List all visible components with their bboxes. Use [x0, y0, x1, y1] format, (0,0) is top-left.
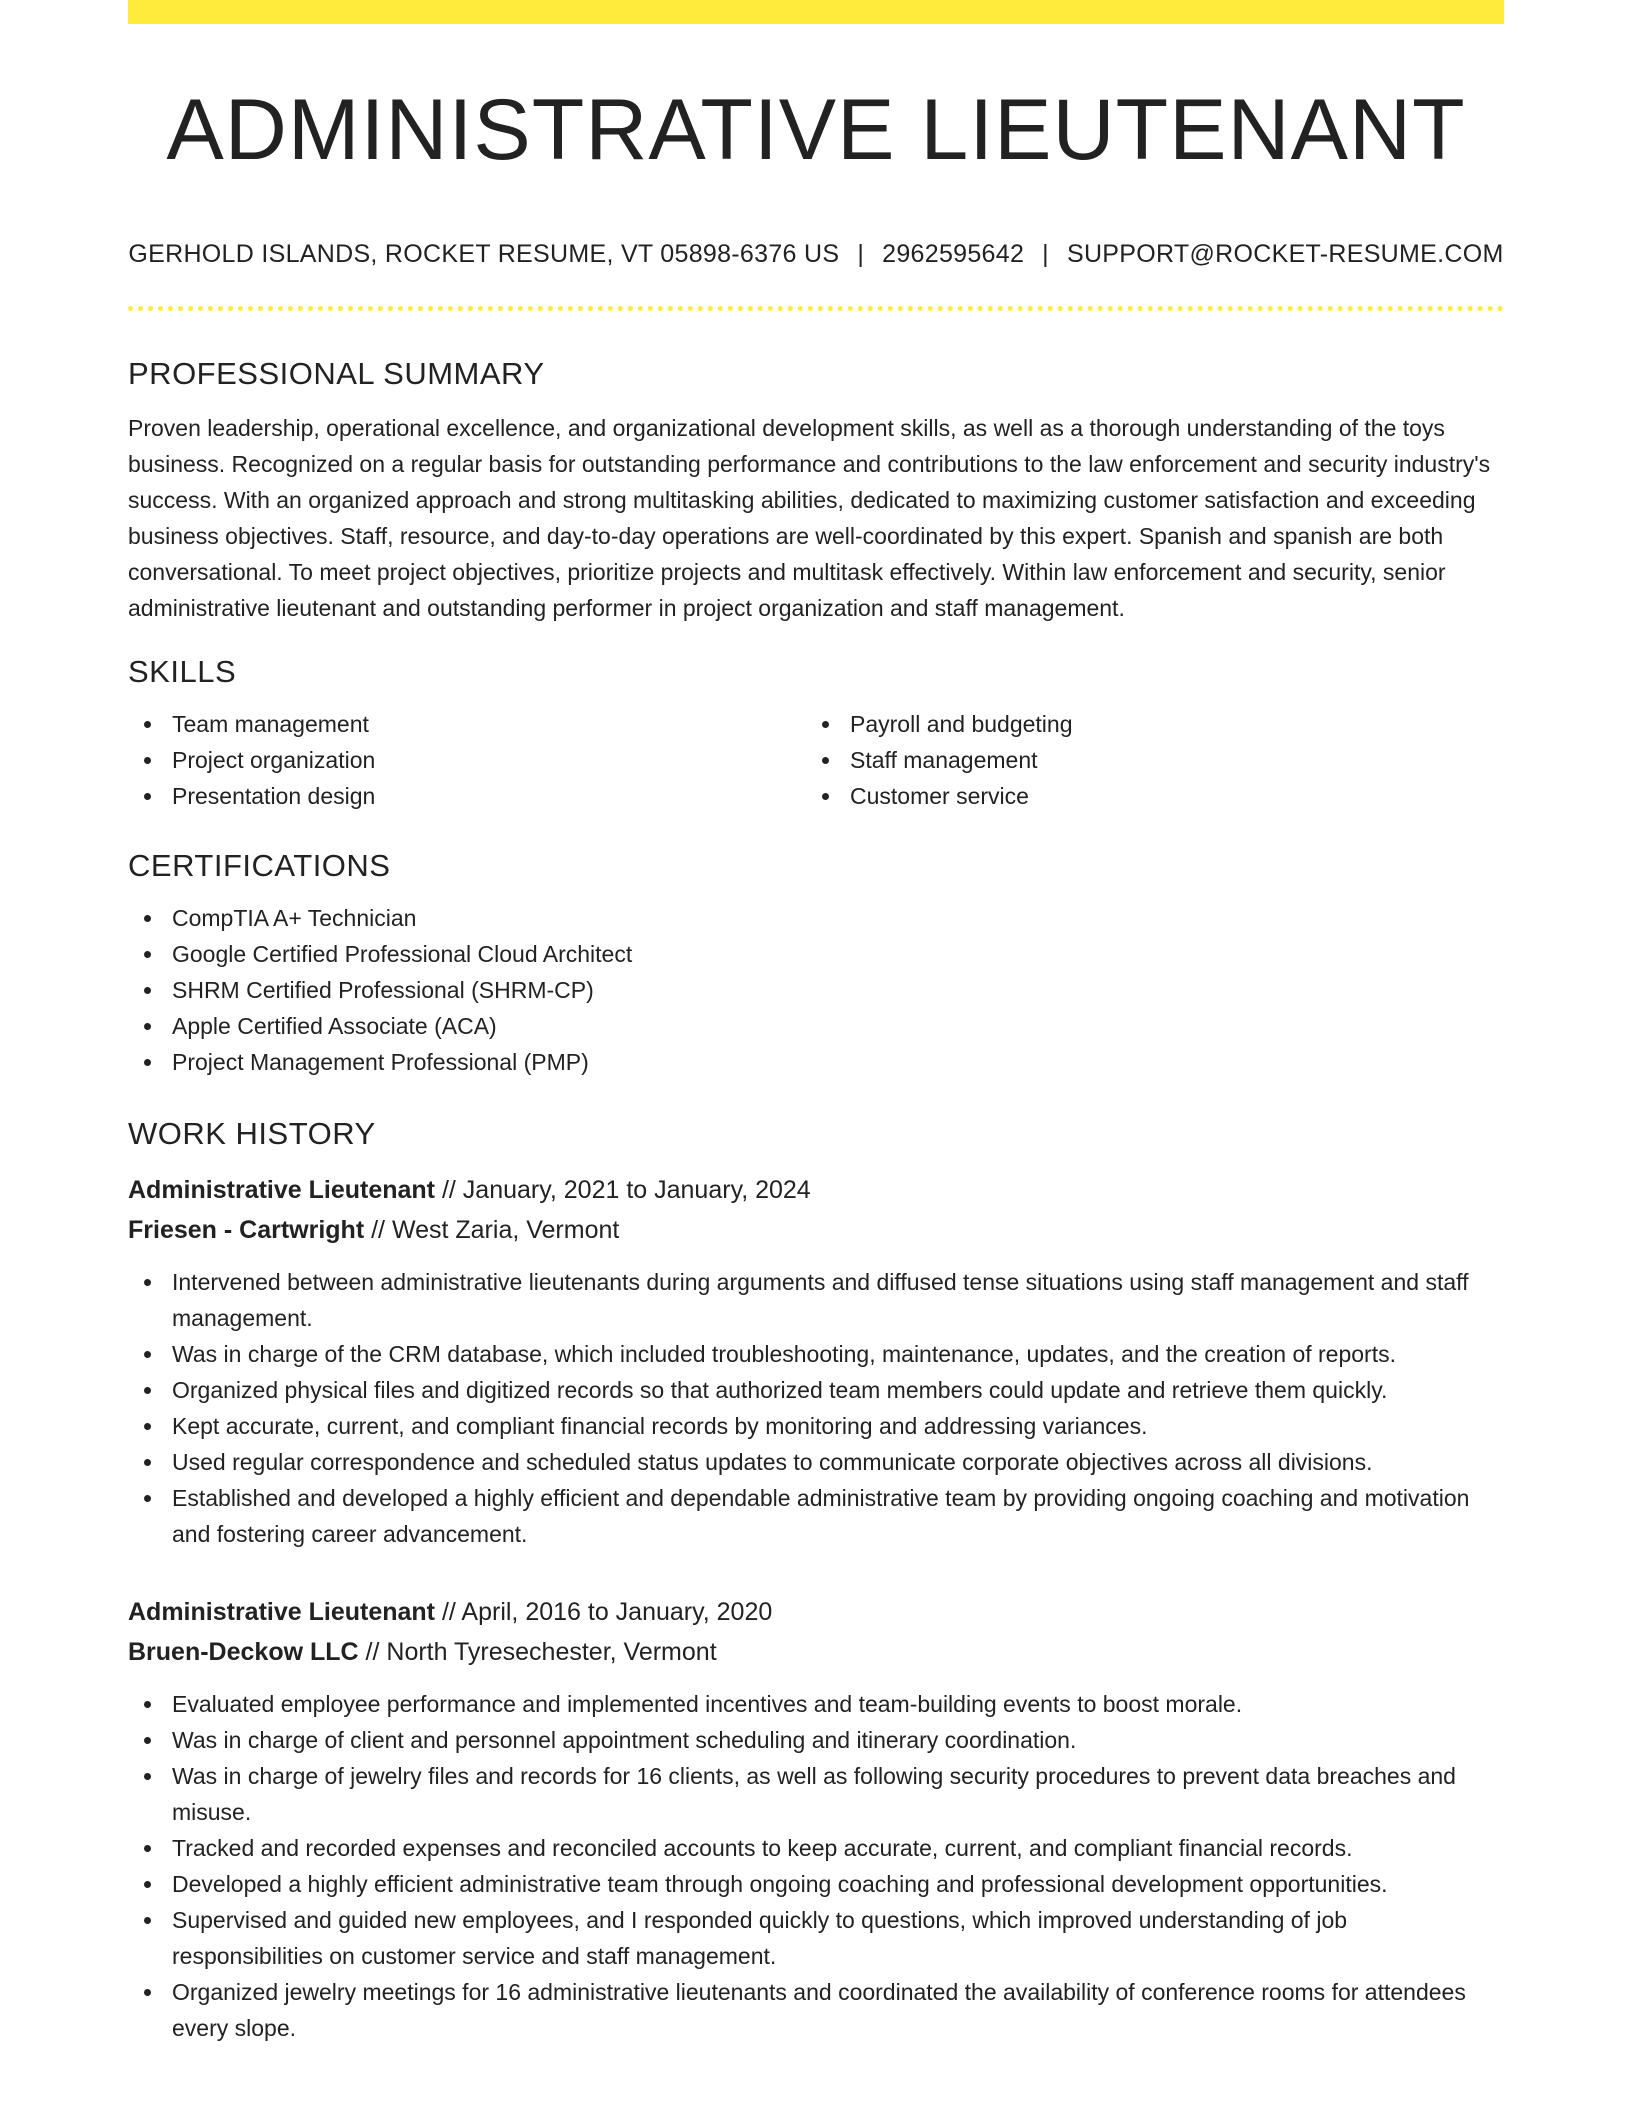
contact-phone: 2962595642	[882, 240, 1025, 268]
job-role: Administrative Lieutenant	[128, 1176, 435, 1204]
job-bullet: Was in charge of client and personnel appointment scheduling and itinerary coordination.	[128, 1722, 1504, 1758]
job-dates: // January, 2021 to January, 2024	[441, 1176, 811, 1204]
candidate-name: ADMINISTRATIVE LIEUTENANT	[166, 82, 1466, 178]
skill-item: Team management	[128, 706, 806, 742]
certifications-heading: CERTIFICATIONS	[128, 848, 391, 883]
certification-item: Google Certified Professional Cloud Architect	[128, 936, 1504, 972]
job-role: Administrative Lieutenant	[128, 1598, 435, 1626]
job-bullet: Supervised and guided new employees, and I responded quickly to questions, which improved understanding of job responsibilities on customer service and staff management.	[128, 1902, 1504, 1974]
certification-item: Apple Certified Associate (ACA)	[128, 1008, 1504, 1044]
job-bullet: Used regular correspondence and scheduled status updates to communicate corporate objectives across all divisions.	[128, 1444, 1504, 1480]
contact-email: SUPPORT@ROCKET-RESUME.COM	[1066, 240, 1504, 268]
skill-item: Staff management	[806, 742, 1484, 778]
job-bullet: Intervened between administrative lieutenants during arguments and diffused tense situations using staff management and staff management.	[128, 1264, 1504, 1336]
contact-separator: |	[1042, 240, 1049, 268]
skill-item: Project organization	[128, 742, 806, 778]
job-company: Bruen-Deckow LLC	[128, 1638, 359, 1666]
job-title-line	[128, 1170, 1504, 1210]
accent-top-bar	[128, 0, 1504, 24]
job-bullets	[128, 1264, 1504, 1552]
job-entry	[128, 1592, 1504, 2046]
skills-right-column	[806, 706, 1484, 814]
job-bullet: Evaluated employee performance and implemented incentives and team-building events to boost morale.	[128, 1686, 1504, 1722]
job-bullets	[128, 1686, 1504, 2046]
skills-grid	[128, 706, 1504, 814]
skills-left-column	[128, 706, 806, 814]
job-company: Friesen - Cartwright	[128, 1216, 365, 1244]
job-location: // North Tyresechester, Vermont	[365, 1638, 717, 1666]
job-entry	[128, 1170, 1504, 1552]
certification-item: Project Management Professional (PMP)	[128, 1044, 1504, 1080]
work-history-heading: WORK HISTORY	[128, 1116, 376, 1151]
job-bullet: Organized jewelry meetings for 16 administrative lieutenants and coordinated the availability of conference rooms for attendees every slope.	[128, 1974, 1504, 2046]
job-bullet: Was in charge of the CRM database, which included troubleshooting, maintenance, updates, and the creation of reports.	[128, 1336, 1504, 1372]
contact-separator: |	[857, 240, 865, 268]
summary-text: Proven leadership, operational excellence, and organizational development skills, as well as a thorough understanding of the toys business. Recognized on a regular basis for outstanding performance and contributions to the law enforcement and security industry's success. With an organized approach and strong multitasking abilities, dedicated to maximizing customer satisfaction and exceeding business objectives. Staff, resource, and day-to-day operations are well-coordinated by this expert. Spanish and spanish are both conversational. To meet project objectives, prioritize projects and multitask effectively. Within law enforcement and security, senior administrative lieutenant and outstanding performer in project organization and staff management.	[128, 415, 1491, 621]
skills-heading: SKILLS	[128, 654, 237, 689]
summary-heading: PROFESSIONAL SUMMARY	[128, 356, 545, 391]
job-bullet: Organized physical files and digitized records so that authorized team members could update and retrieve them quickly.	[128, 1372, 1504, 1408]
job-dates: // April, 2016 to January, 2020	[441, 1598, 773, 1626]
job-bullet: Established and developed a highly efficient and dependable administrative team by providing ongoing coaching and motivation and fostering career advancement.	[128, 1480, 1504, 1552]
certifications-list	[128, 900, 1504, 1080]
skill-item: Customer service	[806, 778, 1484, 814]
contact-address: GERHOLD ISLANDS, ROCKET RESUME, VT 05898-6376 US	[128, 240, 840, 268]
job-bullet: Kept accurate, current, and compliant financial records by monitoring and addressing variances.	[128, 1408, 1504, 1444]
resume-content	[128, 350, 1504, 2046]
job-bullet: Developed a highly efficient administrative team through ongoing coaching and professional development opportunities.	[128, 1866, 1504, 1902]
job-company-line	[128, 1632, 1504, 1672]
certification-item: SHRM Certified Professional (SHRM-CP)	[128, 972, 1504, 1008]
job-bullet: Was in charge of jewelry files and records for 16 clients, as well as following security procedures to prevent data breaches and misuse.	[128, 1758, 1504, 1830]
skill-item: Payroll and budgeting	[806, 706, 1484, 742]
skill-item: Presentation design	[128, 778, 806, 814]
certification-item: CompTIA A+ Technician	[128, 900, 1504, 936]
job-company-line	[128, 1210, 1504, 1250]
dotted-divider	[128, 306, 1504, 311]
job-title-line	[128, 1592, 1504, 1632]
job-location: // West Zaria, Vermont	[371, 1216, 620, 1244]
contact-line	[128, 236, 1504, 272]
job-bullet: Tracked and recorded expenses and reconciled accounts to keep accurate, current, and compliant financial records.	[128, 1830, 1504, 1866]
